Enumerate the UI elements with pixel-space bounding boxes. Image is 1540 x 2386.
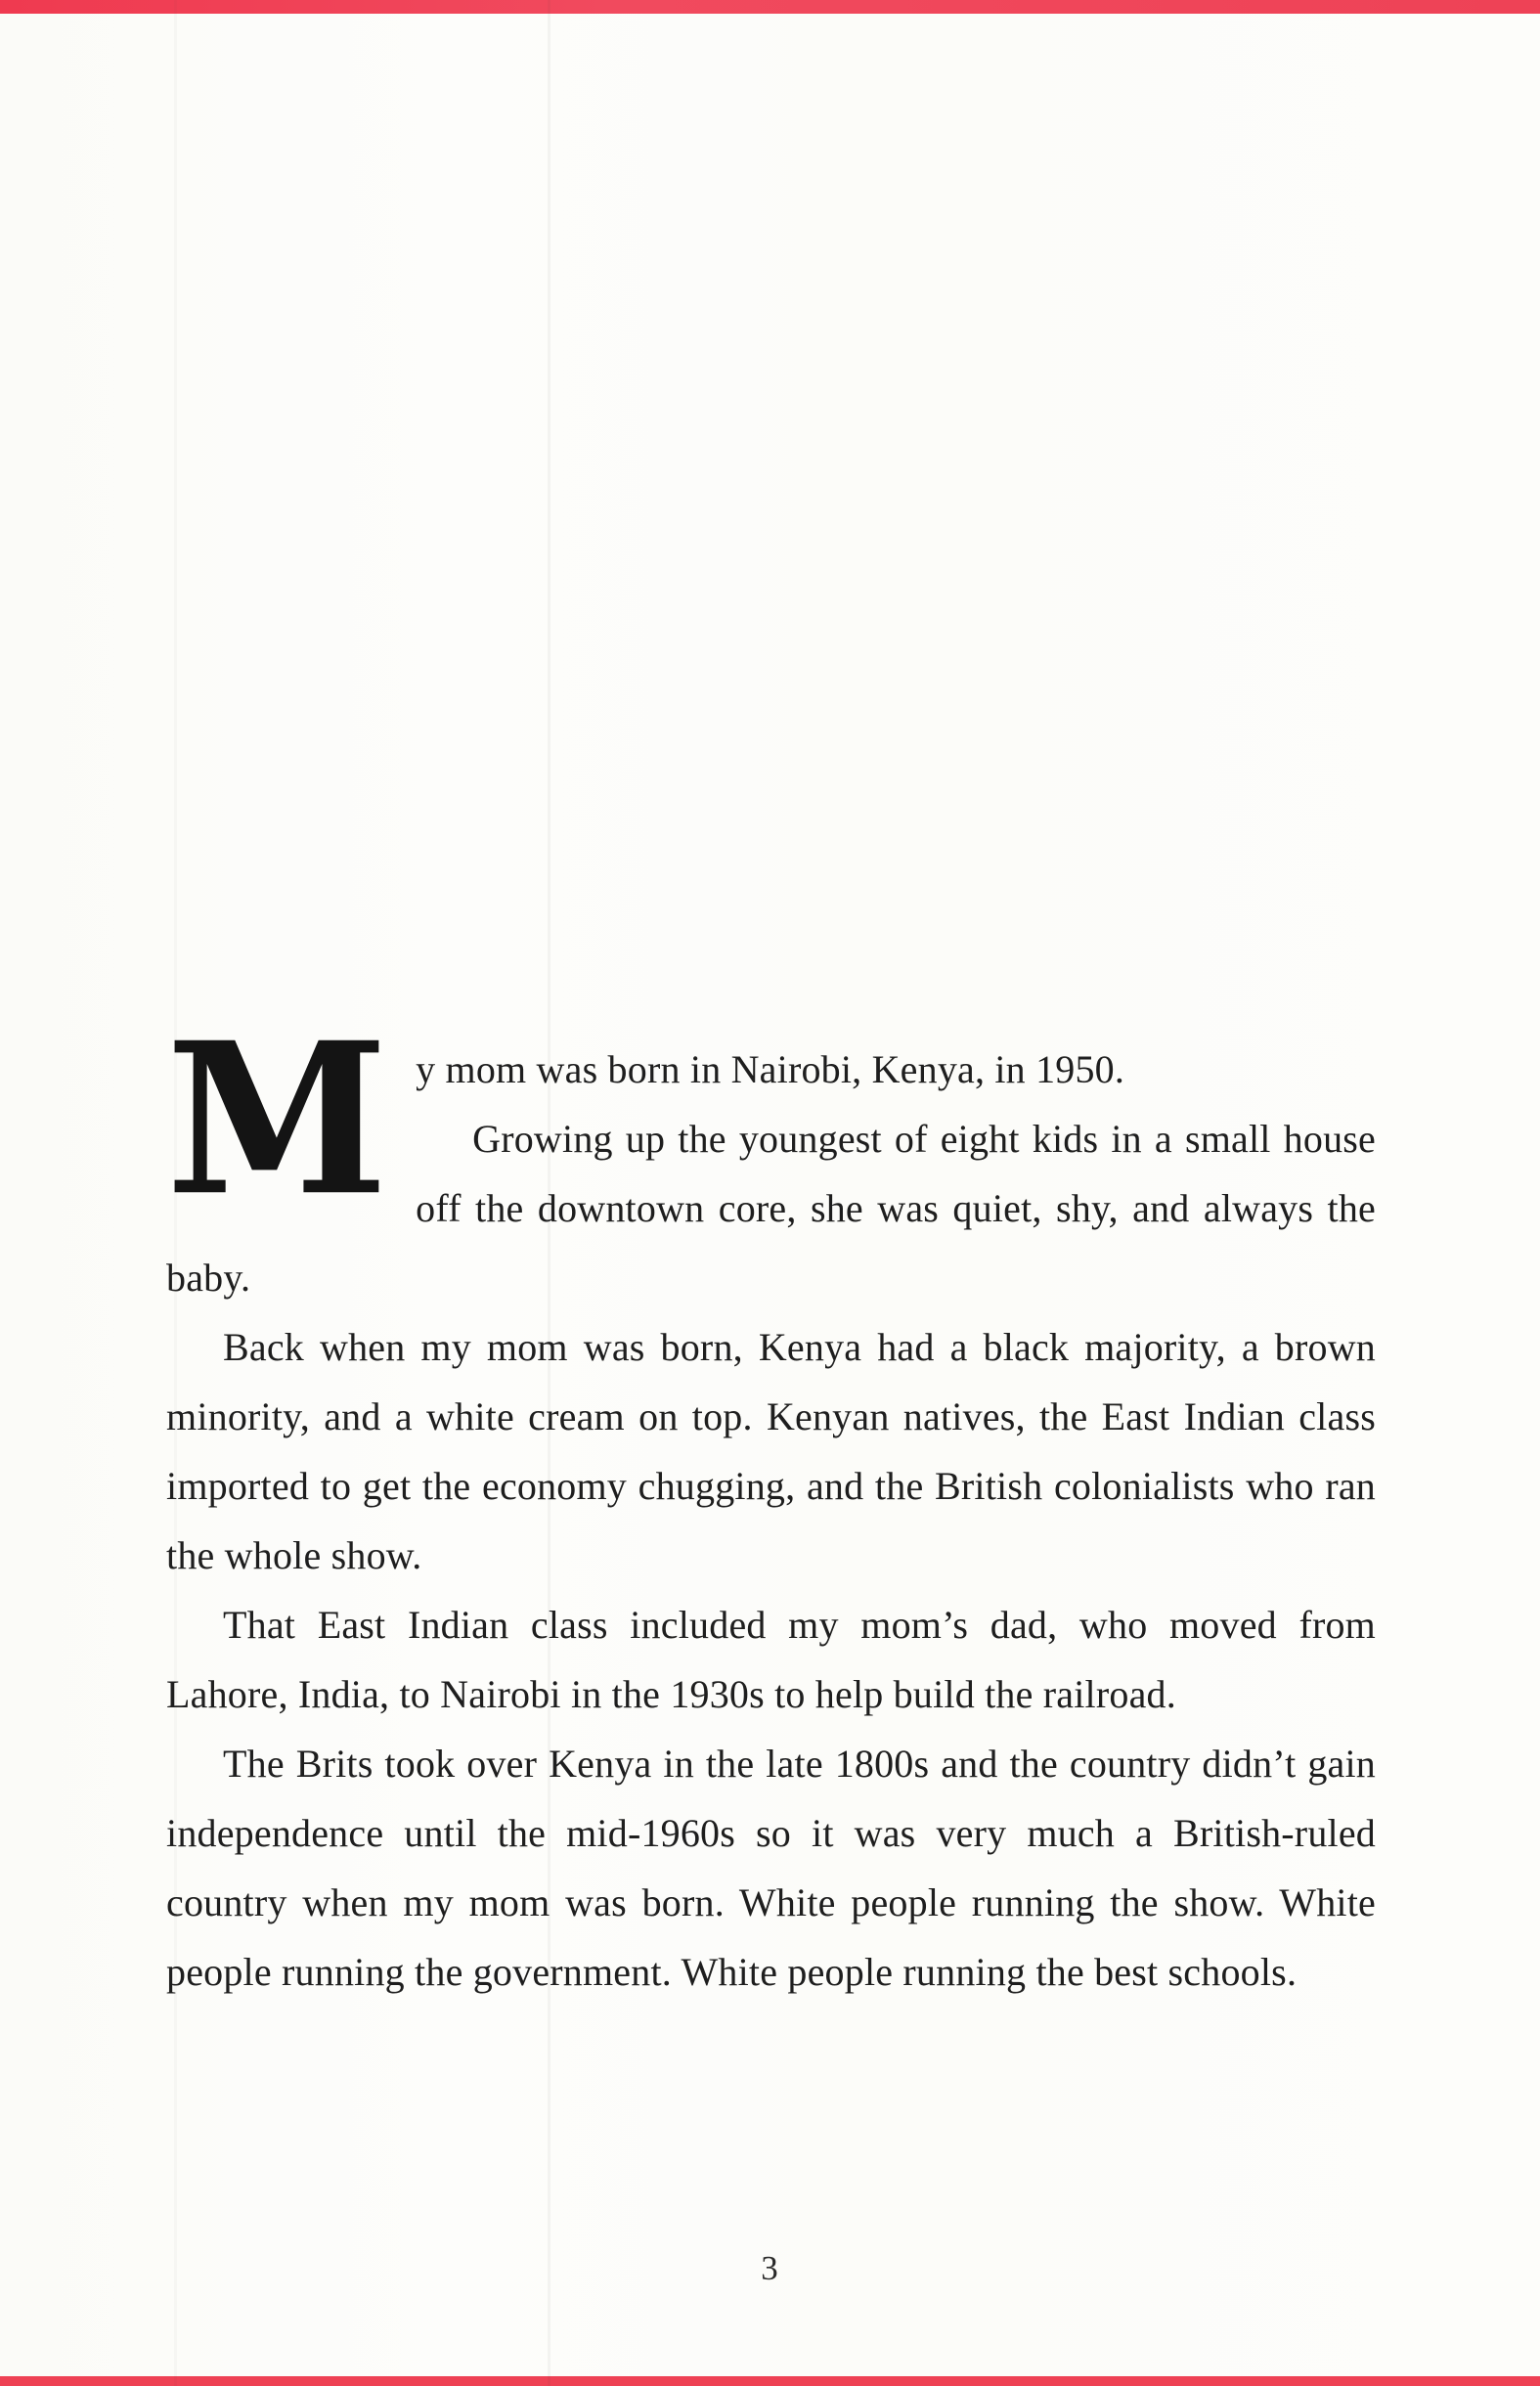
paragraph: Back when my mom was born, Kenya had a black majority, a brown minority, and a white cream on top. Kenyan natives, the East Indian class imported to get the economy chugging, and the British colonialists who ran the whole show.: [166, 1325, 1376, 1577]
paragraph: Growing up the youngest of eight kids in a small house off the downtown core, she was quiet, shy, and always the baby.: [166, 1117, 1376, 1300]
page-number: 3: [761, 2249, 779, 2287]
paragraph: The Brits took over Kenya in the late 1800s and the country didn’t gain independence until the mid-1960s so it was very much a British-ruled country when my mom was born. White people running the show. White people running the government. White people running the best schools.: [166, 1742, 1376, 1994]
scan-edge-strip-bottom: [0, 2376, 1540, 2386]
scan-edge-strip-top: [0, 0, 1540, 14]
drop-cap-letter: M: [166, 997, 389, 1243]
paragraph: That East Indian class included my mom’s dad, who moved from Lahore, India, to Nairobi in the 1930s to help build the railroad.: [166, 1603, 1376, 1716]
paragraph-opening: y mom was born in Nairobi, Kenya, in 1950.: [416, 1047, 1125, 1091]
page-text-block: [166, 997, 1376, 2007]
